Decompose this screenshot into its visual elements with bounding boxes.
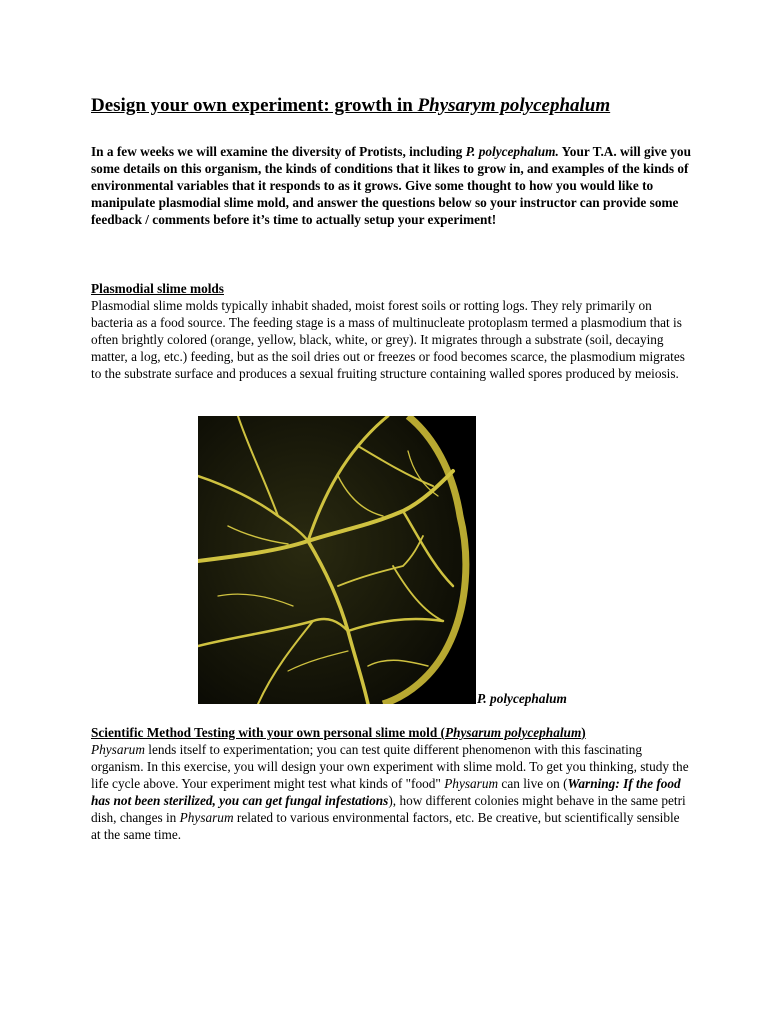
intro-paragraph — [91, 143, 691, 228]
title-species: Physarym polycephalum — [417, 95, 611, 116]
body-text-3: ), how different colonies might behave in the same petri dish, changes in — [91, 793, 686, 825]
title-prefix: Design your own experiment: growth in — [91, 95, 418, 116]
intro-text-2: Your T.A. will give you some details on this organism, the kinds of conditions that it likes to grow in, and examples of the kinds of environmental variables that it responds to as it grows. Give some thought to how you would like to manipulate plasmodial slime mold, and answer the questions below so your instructor can provide some feedback / comments before it’s time to actually setup your experiment! — [91, 144, 691, 227]
species-ref-1: Physarum — [91, 742, 145, 757]
figure-caption: P. polycephalum — [477, 691, 567, 706]
plasmodium-image — [198, 416, 476, 704]
intro-text-1: In a few weeks we will examine the diversity of Protists, including — [91, 144, 466, 159]
section-body-scientific-method — [91, 741, 691, 843]
heading-species: Physarum polycephalum — [444, 725, 582, 740]
page-title — [91, 93, 610, 119]
heading-prefix: Scientific Method Testing with your own personal slime mold ( — [91, 725, 445, 740]
warning-text: Warning: If the food has not been sterilized, you can get fungal infestations — [91, 776, 681, 808]
section-body-plasmodial: Plasmodial slime molds typically inhabit shaded, moist forest soils or rotting logs. They rely primarily on bacteria as a food source. The feeding stage is a mass of multinucleate protoplasm termed a plasmodium that is often brightly colored (orange, yellow, black, white, or grey). It migrates through a substrate (soil, decaying matter, a log, etc.) feeding, but as the soil dries out or freezes or food becomes scarce, the plasmodium migrates to the substrate surface and produces a sexual fruiting structure containing walled spores produced by meiosis. — [91, 298, 685, 381]
intro-species: P. polycephalum. — [465, 144, 559, 159]
slime-mold-photo — [198, 416, 476, 704]
body-text-4: related to various environmental factors, etc. Be creative, but scientifically sensible at the same time. — [91, 810, 680, 842]
section-heading-plasmodial: Plasmodial slime molds — [91, 281, 224, 296]
body-text-1: lends itself to experimentation; you can test quite different phenomenon with this fascinating organism. In this exercise, you will design your own experiment with slime mold. To get you thinking, study the life cycle above. Your experiment might test what kinds of "food" — [91, 742, 689, 791]
body-text-2: can live on ( — [498, 776, 568, 791]
section-heading-scientific-method — [91, 724, 586, 741]
species-ref-3: Physarum — [179, 810, 234, 825]
species-ref-2: Physarum — [444, 776, 499, 791]
heading-suffix: ) — [581, 725, 586, 740]
